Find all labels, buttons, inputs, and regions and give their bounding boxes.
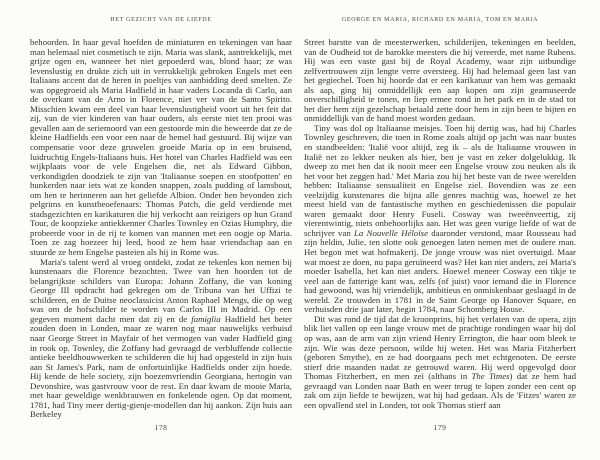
body-paragraph: Maria's talent werd al vroeg ontdekt, zodat ze tekenles kon nemen bij kunstenaars die Florence bezochten. Twee van hen hoorden tot de belangrijkste schilders van Europa: Johann Zoffany, die van koning George III opdracht had gekregen om de Tribuna van het Uffizi te schilderen, en de Duitse neoclassicist Anton Raphael Mengs, die op weg was om de hofschilder te worden van Carlos III in Madrid. Op een gegeven moment dacht men dat zij en de famiglia Hadfield het beter zouden doen in Londen, maar ze waren nog maar nauwelijks verhuisd naar George Street in Mayfair of het vermogen van vader Hadfield ging in rook op. Townley, die Zoffany had gevraagd de verbluffende collectie antieke beeldhouwwerken te schilderen die hij had opgesteld in zijn huis aan St James's Park, nam de onfortuinlijke Hadfields onder zijn hoede. Hij kende de hele society, zijn boezemvriendin Georgiana, hertogin van Devonshire, was gastvrouw voor de rest. En daar kwam de mooie Maria, met haar geweldige wenkbrauwen en fonkelende ogen. Op dat moment, 1781, had Tiny meer dertig-gienje-modellen dan hij aankon. Zijn huis aan Berkeley xyxy=(30,256,292,420)
right-page-number: 179 xyxy=(433,423,447,432)
right-text-block xyxy=(304,38,576,410)
left-page-number: 178 xyxy=(154,423,168,432)
body-paragraph: Tiny was dol op Italiaanse meisjes. Toen hij dertig was, had hij Charles Townley geschreven, die toen in Rome zoals altijd op jacht was naar bustes en standbeelden: 'Italië voor altijd, zeg ik – als de Italiaanse vrouwen in Italië net zo lekker neuken als hier, ben je vast en zeker dolgelukkig. Ik dweep zo met hen dat ik nooit meer een Engelse vrouw zou neuken als ik het voor het zeggen had.' Met Maria zou hij het beste van de twee werelden hebben: Italiaanse sensualiteit en Engelse ziel. Bovendien was ze een veelzijdig kunstenares die bijna alle genres machtig was, hoewel ze het meest hield van de fantastische mythen en geschiedenissen die populair waren gemaakt door Henry Fuseli. Cosway was tweeënveertig, zij vierentwintig, niets onbehoorlijks aan. Het was geen vurige liefde of wat de schrijver van La Nouvelle Héloïse daaronder verstond, maar Rousseau had zijn heldin, Julie, ten slotte ook genoegen laten nemen met de oudere man. Het begon met wat hofmakerij. De jonge vrouw was niet overtuigd. Maar wat moest ze doen, nu papa geruïneerd was? Het kan niet anders, zei Maria's moeder Isabella, het kan niet anders. Hoewel meneer Cosway een tikje te veel aan de fatterige kant was, zelfs (of juist) voor iemand die in Florence had gewoond, was hij vriendelijk, ambitieus en onmiskenbaar geslaagd in de wereld. Ze trouwden in 1781 in de Saint George op Hanover Square, en verhuisden drie jaar later, begin 1784, naar Schomberg House. xyxy=(304,122,576,315)
right-page xyxy=(304,0,576,460)
body-paragraph: behoorden. In haar geval hoefden de miniaturen en tekeningen van haar man helemaal niet cosmetisch te zijn. Maria was slank, aantrekkelijk, met grijze ogen en, wanneer het niet gepoederd was, blond haar; ze was levenslustig en drukte zich uit in verrukkelijk gebroken Engels met een Italiaans accent dat de heren in poeltjes van aanbidding deed smelten. Ze was opgegroeid als Maria Hadfield in haar vaders Locanda di Carlo, aan de overkant van de Arno in Florence, niet ver van de Santo Spirito. Misschien kwam een deel van haar levenslustigheid voort uit het feit dat zij, van de vier kinderen van haar ouders, als eerste niet ten prooi was gevallen aan de seriemoord van een gestoorde min die beweerde dat ze de kleine Hadfields een voor een naar de hemel had gestuurd. Bij wijze van compensatie voor deze gruwelen groeide Maria op in een bruisend, luidruchtig Engels-Italiaans huis. Het hotel van Charles Hadfield was een wijkplaats voor de vele Engelsen die, net als Edward Gibbon, verkondigden doodziek te zijn van 'Italiaanse soepen en stoofpotten' en hunkerden naar iets wat ze konden snappen, zoals pudding of lamsbout, om hen te herinneren aan het geliefde Albion. Onder hen bevonden zich pelgrims en kunstbeoefenaars: Thomas Patch, die geld verdiende met stadsgezichten en karikaturen die hij verkocht aan reizigers op hun Grand Tour, de koopzieke antiekkenner Charles Townley en Ozias Humphry, die probeerde voor in de rij te komen van mannen met een oogje op Maria. Toen ze zag hoezeer hij leed, bood ze hem haar vriendschap aan en stuurde ze hem Engelse pasteien als hij in Rome was. xyxy=(30,37,292,258)
left-page xyxy=(30,0,292,460)
body-paragraph: Street barstte van de meesterwerken, schilderijen, tekeningen en beelden, van de Oudheid tot de barokke meesters die hij vereerde, met name Rubens. Hij was een vaste gast bij de Royal Academy, waar zijn uitbundige zelfvertrouwen zijn lengte verre oversteeg. Hij had helemaal geen last van het gegiechel. Toen hij hoorde dat er een karikatuur van hem was gemaakt als aap, ging hij onmiddellijk een aap kopen om zijn geamuseerde onverschilligheid te tonen, en liep ermee rond in het park en in de stad tot het dier hem zijn gezelschap betaald zette door hem in zijn been te bijten en onmiddellijk van de hand moest worden gedaan. xyxy=(304,37,576,124)
right-running-header: GEORGE EN MARIA, RICHARD EN MARIA, TOM EN MARIA xyxy=(341,17,539,23)
left-text-block xyxy=(30,38,292,420)
body-paragraph: Dit was rond de tijd dat de kroonprins, bij het verlaten van de opera, zijn blik liet vallen op een lange vrouw met de prachtige rondingen waar hij dol op was, aan de arm van zijn vriend Henry Errington, die haar oom bleek te zijn. Wie was deze persoon, wilde hij weten. Het was Maria Fitzherbert (geboren Smythe), en ze had doorgaans pech met echtgenoten. De eerste stierf drie maanden nadat ze getrouwd waren. Hij werd opgevolgd door Thomas Fitzherbert, en men zei (althans in The Times) dat ze hem had gevraagd van Londen naar Bath en weer terug te lopen zonder een cent op zak om zijn liefde te bewijzen, wat hij had gedaan. Als de 'Fitzes' waren ze een opvallend stel in Londen, tot ook Thomas stierf aan xyxy=(304,313,576,410)
left-running-header: HET GEZICHT VAN DE LIEFDE xyxy=(110,17,212,23)
